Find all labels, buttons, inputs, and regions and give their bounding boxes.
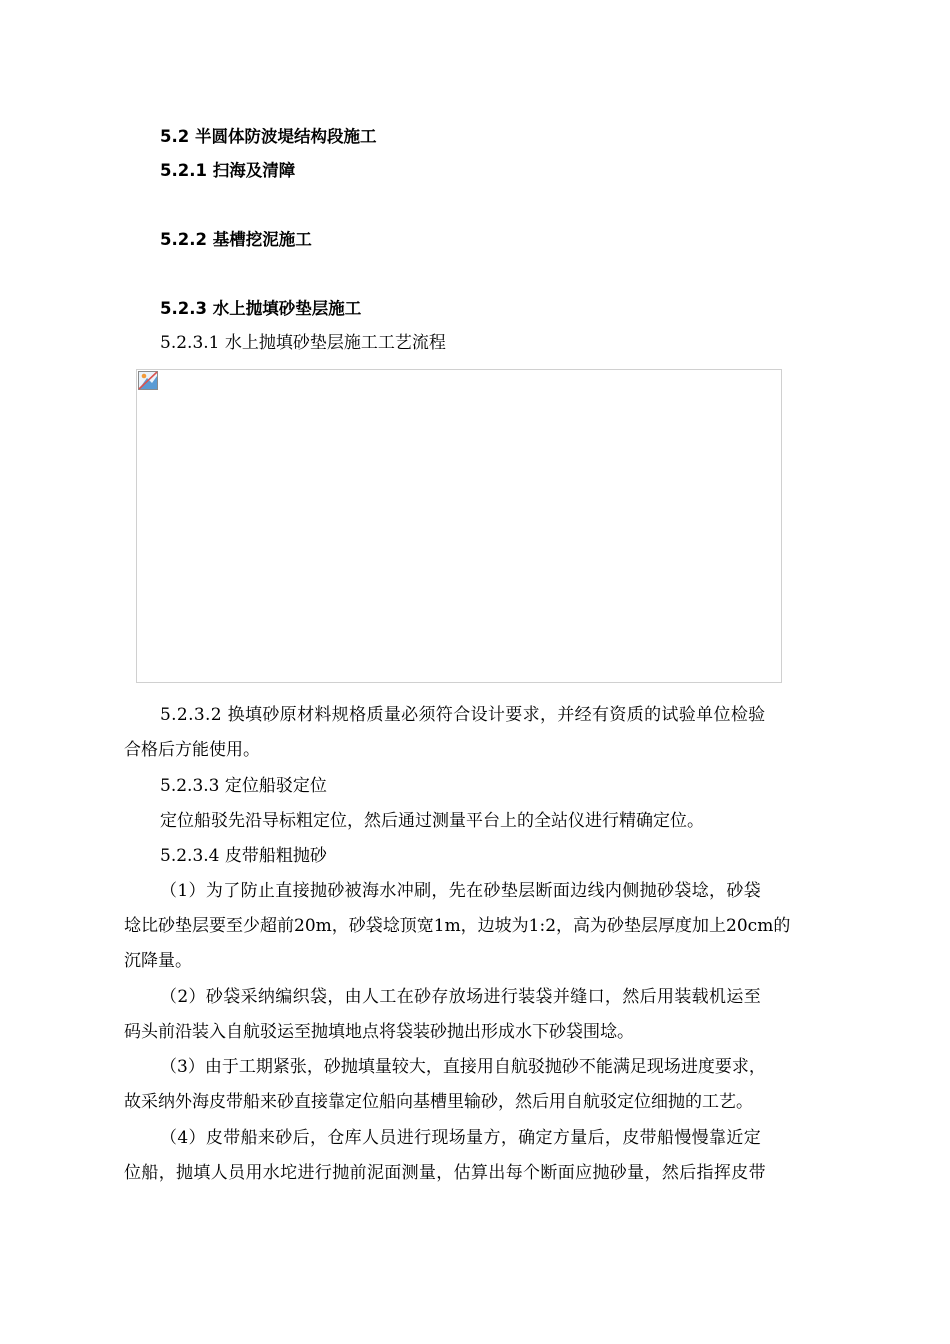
heading-5-2-3-4: 5.2.3.4 皮带船粗抛砂: [160, 846, 327, 866]
heading-5-2-1: 5.2.1 扫海及清障: [160, 161, 296, 180]
item-2-line-2: 码头前沿装入自航驳运至抛填地点将袋装砂抛出形成水下砂袋围埝。: [124, 1022, 634, 1042]
item-2-line-1: （2）砂袋采纳编织袋，由人工在砂存放场进行装袋并缝口，然后用装载机运至: [160, 987, 762, 1007]
paragraph-5-2-3-2-line-2: 合格后方能使用。: [124, 740, 260, 760]
heading-5-2-3: 5.2.3 水上抛填砂垫层施工: [160, 299, 362, 318]
item-1-line-3: 沉降量。: [124, 951, 192, 971]
item-4-line-1: （4）皮带船来砂后，仓库人员进行现场量方，确定方量后，皮带船慢慢靠近定: [160, 1128, 762, 1148]
item-3-line-1: （3）由于工期紧张，砂抛填量较大，直接用自航驳抛砂不能满足现场进度要求，: [160, 1057, 766, 1077]
paragraph-5-2-3-2-line-1: 5.2.3.2 换填砂原材料规格质量必须符合设计要求，并经有资质的试验单位检验: [160, 705, 766, 725]
paragraph-5-2-3-3: 定位船驳先沿导标粗定位，然后通过测量平台上的全站仪进行精确定位。: [160, 811, 704, 831]
process-flow-image-placeholder: [136, 369, 782, 683]
heading-5-2-2: 5.2.2 基槽挖泥施工: [160, 230, 312, 249]
heading-5-2-3-1: 5.2.3.1 水上抛填砂垫层施工工艺流程: [160, 333, 446, 353]
item-3-line-2: 故采纳外海皮带船来砂直接靠定位船向基槽里输砂，然后用自航驳定位细抛的工艺。: [124, 1092, 753, 1112]
broken-image-icon: [138, 371, 158, 390]
item-4-line-2: 位船，抛填人员用水坨进行抛前泥面测量，估算出每个断面应抛砂量，然后指挥皮带: [124, 1163, 766, 1183]
heading-5-2-3-3: 5.2.3.3 定位船驳定位: [160, 776, 327, 796]
item-1-line-1: （1）为了防止直接抛砂被海水冲刷，先在砂垫层断面边线内侧抛砂袋埝，砂袋: [160, 881, 762, 901]
item-1-line-2: 埝比砂垫层要至少超前20m，砂袋埝顶宽1m，边坡为1:2，高为砂垫层厚度加上20cm的: [124, 916, 791, 936]
heading-5-2: 5.2 半圆体防波堤结构段施工: [160, 127, 377, 146]
